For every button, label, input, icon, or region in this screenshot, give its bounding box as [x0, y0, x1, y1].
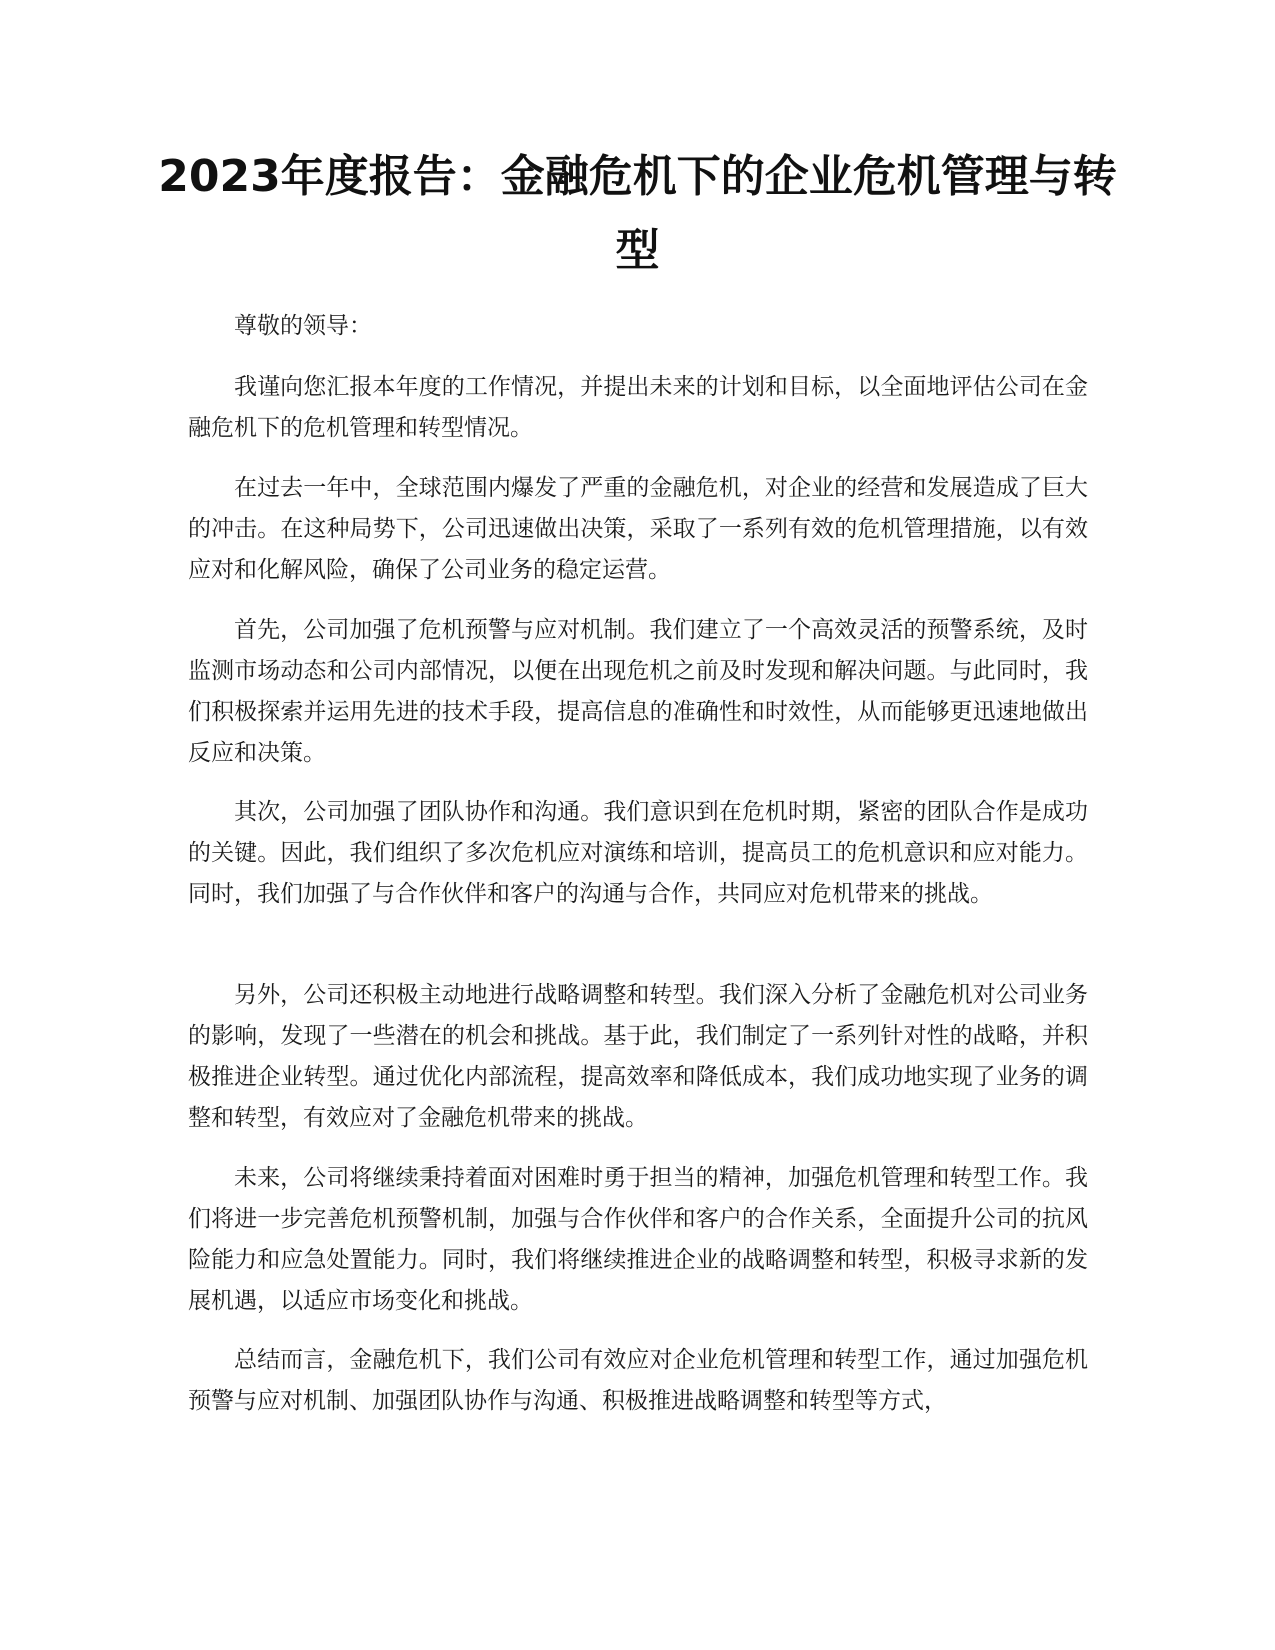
paragraph-teamwork: 其次，公司加强了团队协作和沟通。我们意识到在危机时期，紧密的团队合作是成功的关键。因此，我们组织了多次危机应对演练和培训，提高员工的危机意识和应对能力。同时，我们加强了与合作伙伴和客户的沟通与合作，共同应对危机带来的挑战。: [188, 799, 1088, 907]
paragraph-future: 未来，公司将继续秉持着面对困难时勇于担当的精神，加强危机管理和转型工作。我们将进一步完善危机预警机制，加强与合作伙伴和客户的合作关系，全面提升公司的抗风险能力和应急处置能力。同时，我们将继续推进企业的战略调整和转型，积极寻求新的发展机遇，以适应市场变化和挑战。: [188, 1165, 1088, 1314]
paragraph-strategy: 另外，公司还积极主动地进行战略调整和转型。我们深入分析了金融危机对公司业务的影响，发现了一些潜在的机会和挑战。基于此，我们制定了一系列针对性的战略，并积极推进企业转型。通过优化内部流程，提高效率和降低成本，我们成功地实现了业务的调整和转型，有效应对了金融危机带来的挑战。: [188, 982, 1088, 1131]
paragraph-summary: 总结而言，金融危机下，我们公司有效应对企业危机管理和转型工作，通过加强危机预警与应对机制、加强团队协作与沟通、积极推进战略调整和转型等方式，: [188, 1347, 1088, 1414]
salutation: 尊敬的领导：: [234, 313, 372, 339]
paragraph-warning-mechanism: 首先，公司加强了危机预警与应对机制。我们建立了一个高效灵活的预警系统，及时监测市场动态和公司内部情况，以便在出现危机之前及时发现和解决问题。与此同时，我们积极探索并运用先进的技术手段，提高信息的准确性和时效性，从而能够更迅速地做出反应和决策。: [188, 617, 1088, 766]
paragraph-background: 在过去一年中，全球范围内爆发了严重的金融危机，对企业的经营和发展造成了巨大的冲击。在这种局势下，公司迅速做出决策，采取了一系列有效的危机管理措施，以有效应对和化解风险，确保了公司业务的稳定运营。: [188, 475, 1088, 583]
paragraph-intro: 我谨向您汇报本年度的工作情况，并提出未来的计划和目标，以全面地评估公司在金融危机下的危机管理和转型情况。: [188, 374, 1088, 441]
document-title: 2023年度报告：金融危机下的企业危机管理与转型: [158, 151, 1117, 276]
